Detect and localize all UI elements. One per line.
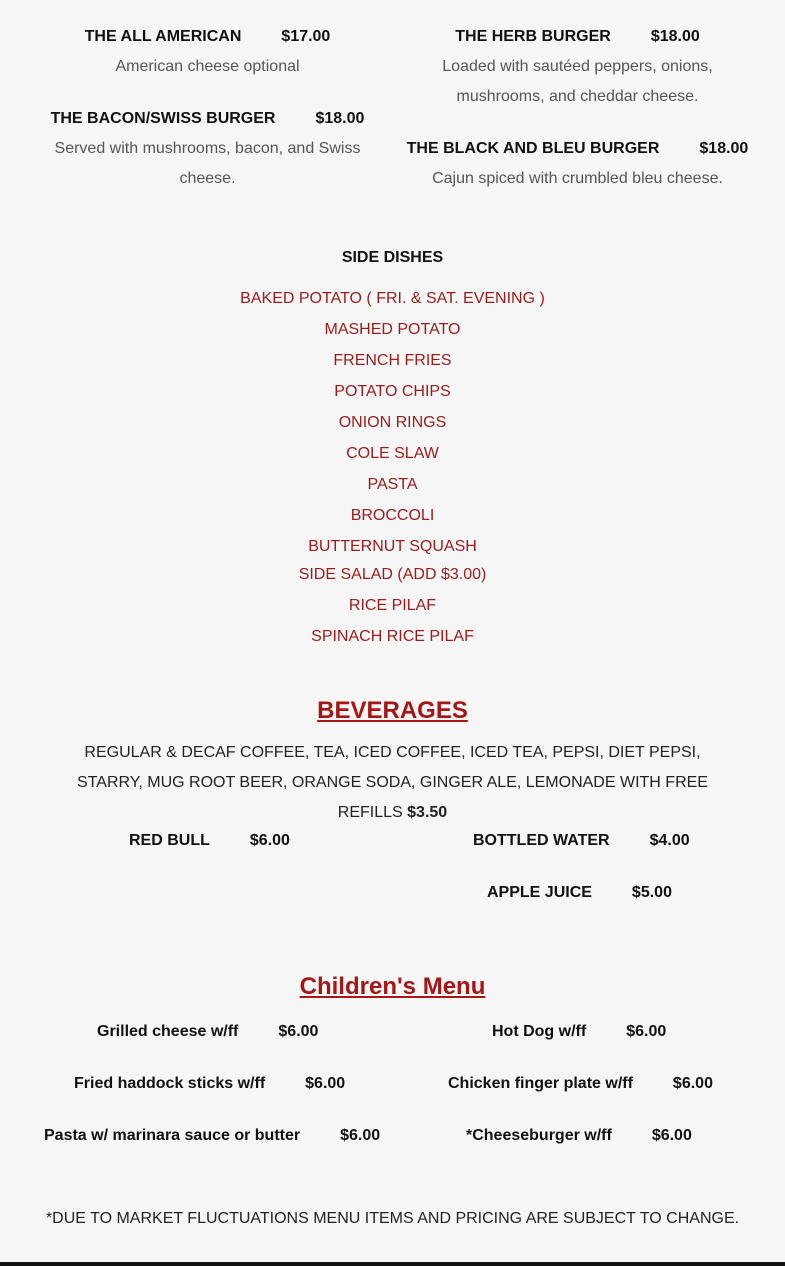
side-item: RICE PILAF bbox=[348, 597, 437, 614]
item-name: THE HERB BURGER bbox=[455, 28, 611, 45]
item-price: $4.00 bbox=[649, 832, 690, 849]
side-item: ONION RINGS bbox=[338, 414, 447, 431]
side-item: BROCCOLI bbox=[350, 507, 435, 524]
menu-item bbox=[420, 26, 735, 48]
beverage-item bbox=[473, 832, 690, 850]
item-description: American cheese optional bbox=[115, 58, 300, 75]
burger-column-right-2 bbox=[370, 138, 785, 194]
item-price: $6.00 bbox=[672, 1075, 713, 1092]
beverages-description bbox=[60, 738, 725, 828]
side-item: BUTTERNUT SQUASH bbox=[308, 538, 477, 555]
kids-item bbox=[97, 1023, 318, 1041]
item-name: BOTTLED WATER bbox=[473, 832, 610, 849]
item-name: *Cheeseburger w/ff bbox=[466, 1127, 612, 1144]
item-name: Fried haddock sticks w/ff bbox=[74, 1075, 266, 1092]
side-item: COLE SLAW bbox=[346, 445, 439, 462]
kids-item bbox=[44, 1127, 380, 1145]
beverages-list-text: REGULAR & DECAF COFFEE, TEA, ICED COFFEE, ICED TEA, PEPSI, DIET PEPSI, STARRY, MUG ROOT BEER, ORANGE SODA, GINGER ALE, LEMONADE WITH FREE REFILLS bbox=[77, 744, 708, 821]
bottom-divider bbox=[0, 1262, 785, 1266]
side-item: BAKED POTATO ( FRI. & SAT. EVENING ) bbox=[240, 290, 545, 307]
item-description: Loaded with sautéed peppers, onions, mushrooms, and cheddar cheese. bbox=[442, 58, 713, 105]
item-price: $18.00 bbox=[699, 140, 749, 157]
pricing-disclaimer: *DUE TO MARKET FLUCTUATIONS MENU ITEMS AND PRICING ARE SUBJECT TO CHANGE. bbox=[45, 1210, 740, 1227]
side-dishes-title: SIDE DISHES bbox=[341, 249, 444, 266]
item-name: THE BLACK AND BLEU BURGER bbox=[406, 140, 660, 157]
side-item: SPINACH RICE PILAF bbox=[311, 628, 474, 645]
item-price: $18.00 bbox=[315, 110, 365, 127]
item-name: THE ALL AMERICAN bbox=[84, 28, 242, 45]
item-price: $6.00 bbox=[249, 832, 290, 849]
item-name: RED BULL bbox=[129, 832, 210, 849]
item-price: $18.00 bbox=[650, 28, 700, 45]
item-name: Chicken finger plate w/ff bbox=[448, 1075, 633, 1092]
item-price: $6.00 bbox=[278, 1023, 319, 1040]
burger-column-right bbox=[370, 26, 785, 112]
kids-item bbox=[466, 1127, 692, 1145]
kids-item bbox=[448, 1075, 713, 1093]
beverages-refill-price: $3.50 bbox=[407, 804, 448, 821]
side-item: POTATO CHIPS bbox=[334, 383, 451, 400]
burger-column-left bbox=[0, 26, 415, 82]
beverage-item bbox=[129, 832, 290, 850]
kids-item bbox=[74, 1075, 345, 1093]
side-dishes-list bbox=[0, 283, 785, 649]
item-description: Cajun spiced with crumbled bleu cheese. bbox=[432, 170, 723, 187]
beverage-item bbox=[487, 884, 672, 902]
item-price: $17.00 bbox=[281, 28, 331, 45]
item-price: $6.00 bbox=[626, 1023, 667, 1040]
side-item: MASHED POTATO bbox=[324, 321, 461, 338]
item-name: Hot Dog w/ff bbox=[492, 1023, 587, 1040]
side-item: PASTA bbox=[367, 476, 418, 493]
item-name: THE BACON/SWISS BURGER bbox=[50, 110, 276, 127]
menu-item bbox=[0, 26, 415, 48]
item-name: Pasta w/ marinara sauce or butter bbox=[44, 1127, 301, 1144]
item-name: APPLE JUICE bbox=[487, 884, 592, 901]
item-price: $6.00 bbox=[305, 1075, 346, 1092]
item-description: Served with mushrooms, bacon, and Swiss cheese. bbox=[54, 140, 361, 187]
side-item: SIDE SALAD (ADD $3.00) bbox=[298, 566, 487, 583]
beverages-title: BEVERAGES bbox=[317, 697, 468, 724]
childrens-menu-title: Children's Menu bbox=[299, 973, 486, 1000]
kids-item bbox=[492, 1023, 666, 1041]
side-item: FRENCH FRIES bbox=[333, 352, 452, 369]
burger-column-left-2 bbox=[0, 108, 415, 194]
menu-item bbox=[40, 108, 375, 130]
item-price: $6.00 bbox=[651, 1127, 692, 1144]
item-price: $5.00 bbox=[631, 884, 672, 901]
item-name: Grilled cheese w/ff bbox=[97, 1023, 239, 1040]
item-price: $6.00 bbox=[340, 1127, 381, 1144]
menu-item bbox=[370, 138, 785, 160]
